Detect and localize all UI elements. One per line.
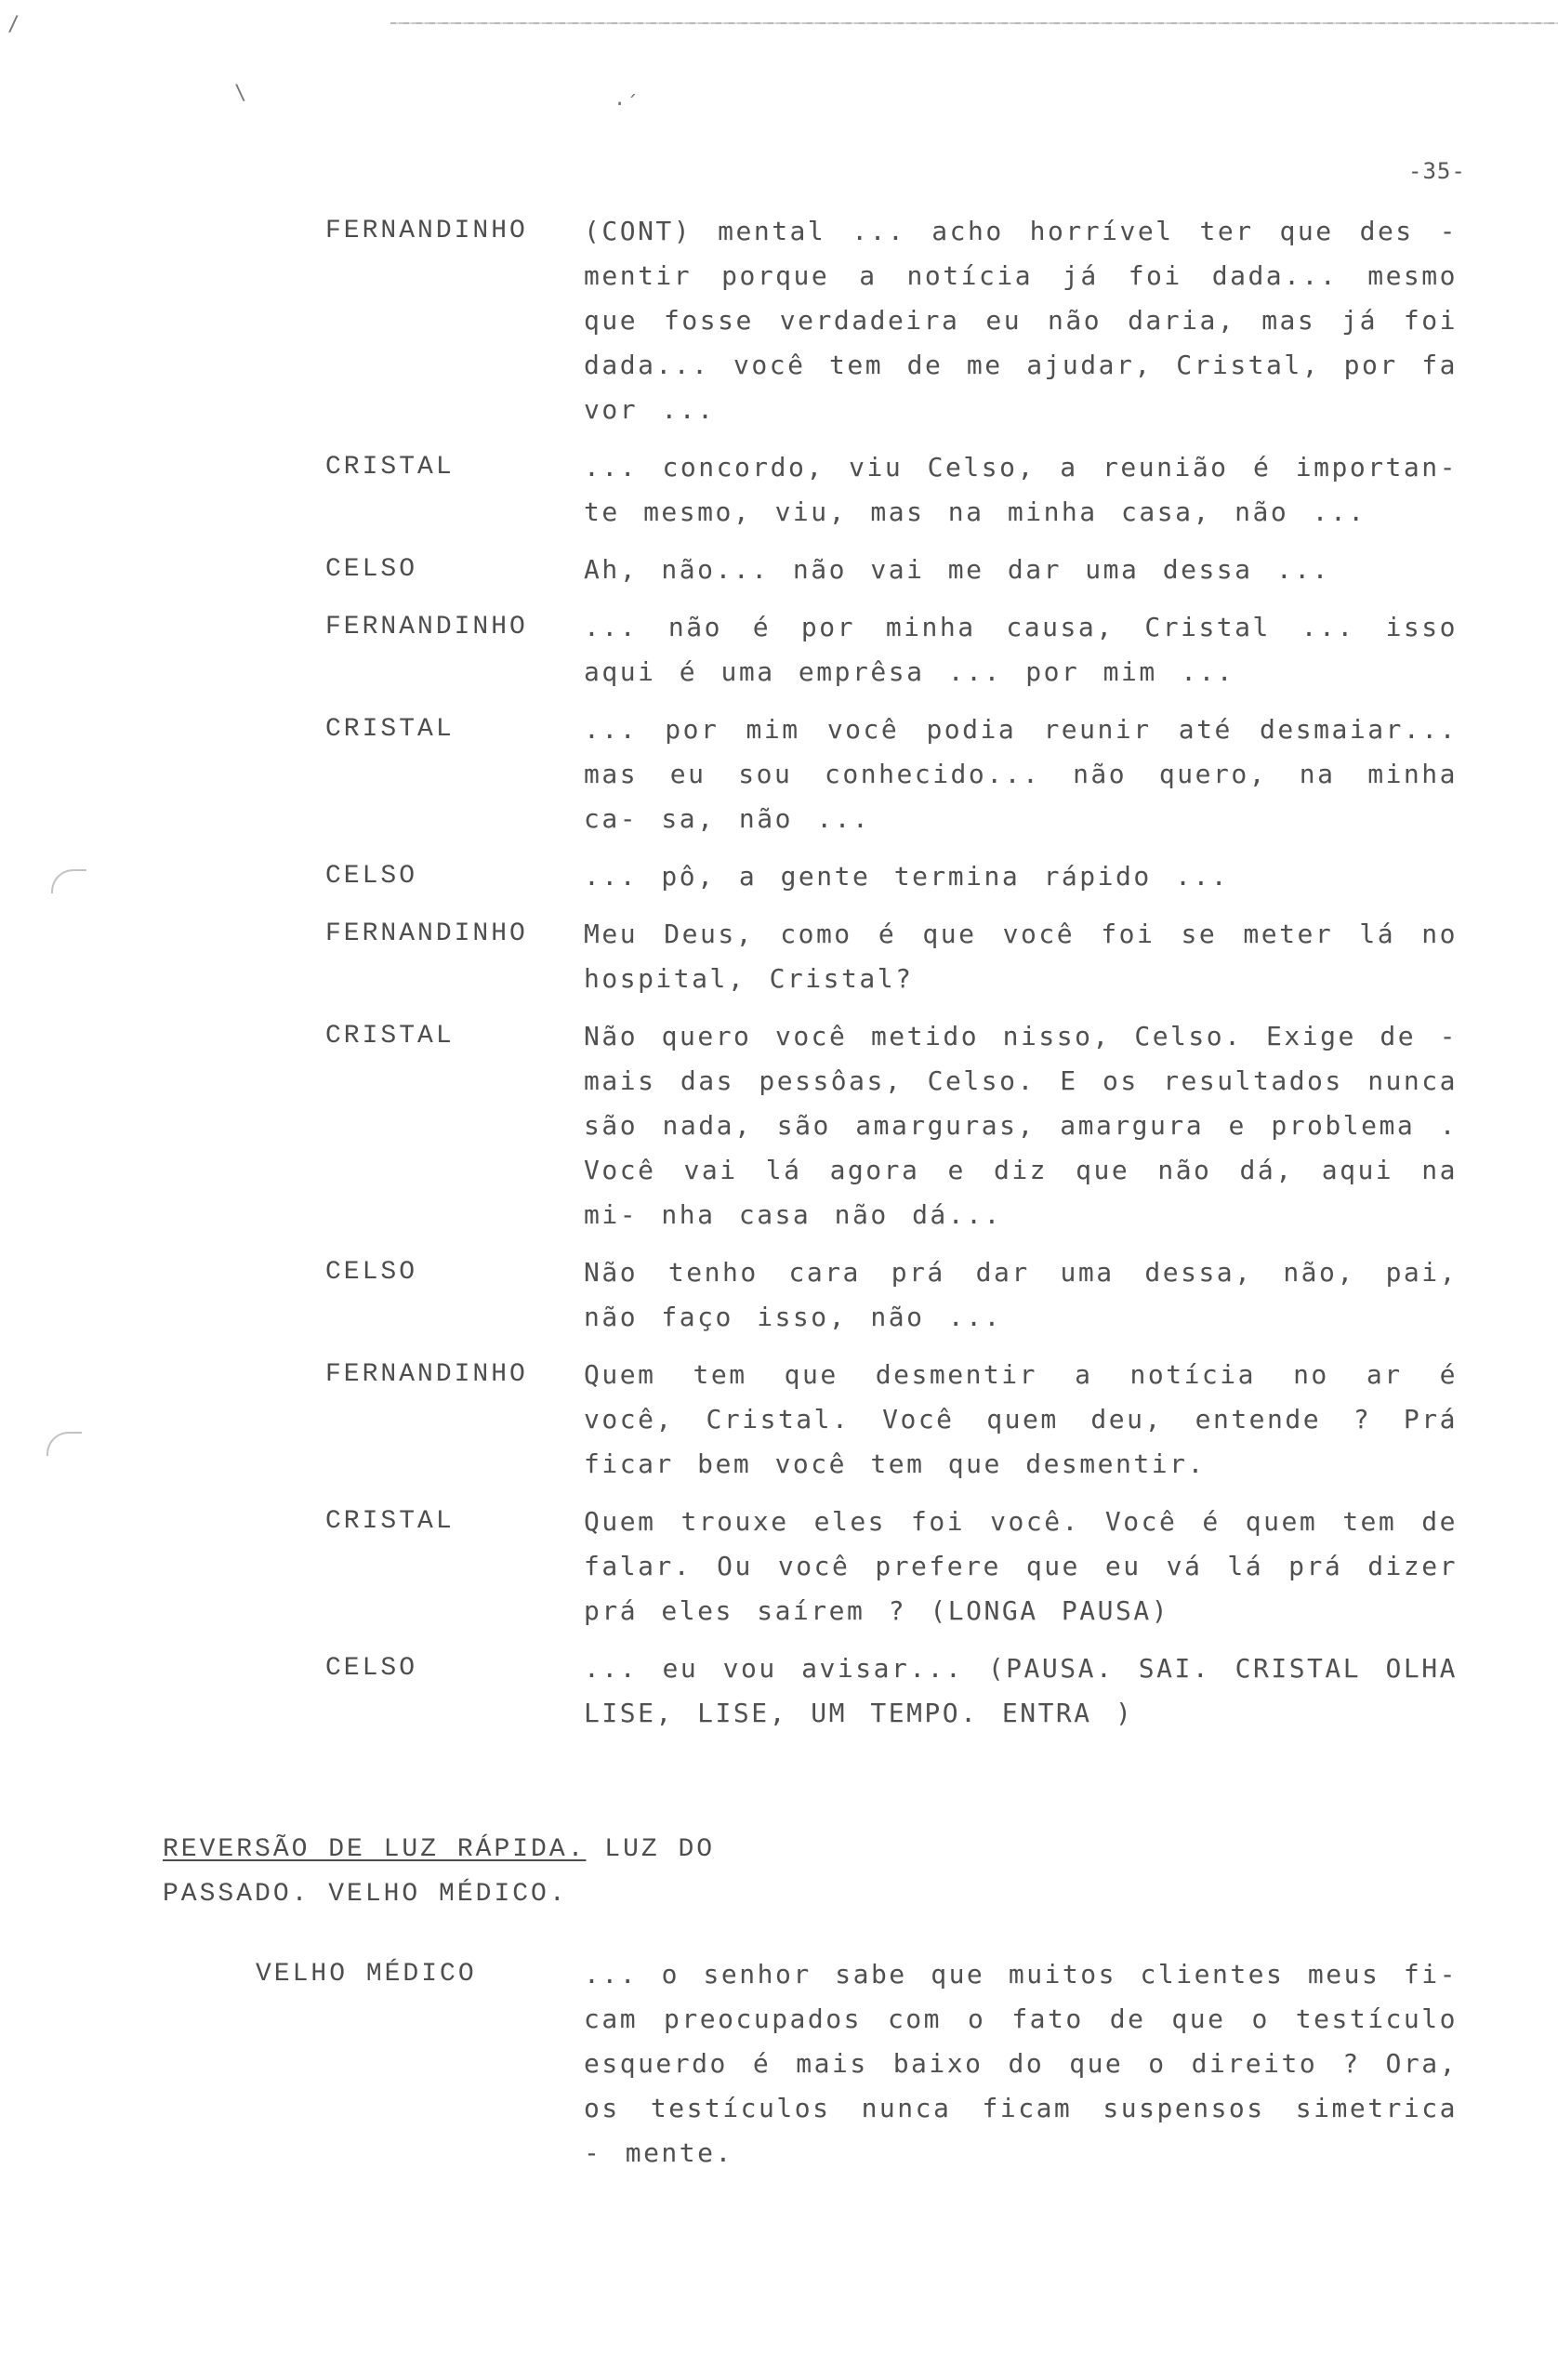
speaker-name: CRISTAL (325, 715, 455, 744)
dialogue-entry (0, 1353, 1558, 1487)
dialogue-entry (0, 1250, 1558, 1340)
speaker-name: FERNANDINHO (325, 613, 528, 641)
dialogue-entry (0, 209, 1558, 432)
speaker-name: FERNANDINHO (325, 1360, 528, 1389)
speaker-name: CRISTAL (325, 1507, 455, 1536)
speech-text: ... eu vou avisar... (PAUSA. SAI. CRISTAL OLHA LISE, LISE, UM TEMPO. ENTRA ) (584, 1653, 1458, 1728)
speech-text: ... não é por minha causa, Cristal ... isso aqui é uma emprêsa ... por mim ... (584, 612, 1458, 687)
speech-text: Não quero você metido nisso, Celso. Exige de - mais das pessôas, Celso. E os resultados nunca são nada, são amarguras, amargura e problema . Você vai lá agora e diz que não dá, aqui na mi- nha casa não dá... (584, 1021, 1458, 1230)
margin-mark: \ (234, 82, 247, 105)
speech-text: ... o senhor sabe que muitos clientes meus fi- cam preocupados com o fato de que o testículo esquerdo é mais baixo do que o direito ? Ora, os testículos nunca ficam suspensos simetrica - mente. (584, 1959, 1458, 2168)
speaker-name: CELSO (325, 555, 418, 584)
speech-text: Não tenho cara prá dar uma dessa, não, pai, não faço isso, não ... (584, 1257, 1458, 1332)
dialogue-block (0, 209, 1558, 1749)
dialogue-entry (0, 1952, 1558, 2175)
dialogue-entry (0, 605, 1558, 694)
speech-text: Ah, não... não vai me dar uma dessa ... (584, 554, 1330, 585)
speech-text: Quem tem que desmentir a notícia no ar é você, Cristal. Você quem deu, entende ? Prá ficar bem você tem que desmentir. (584, 1359, 1458, 1479)
speaker-name: FERNANDINHO (325, 919, 528, 948)
dialogue-entry (0, 548, 1558, 592)
speech-text: (CONT) mental ... acho horrível ter que des - mentir porque a notícia já foi dada... mesmo que fosse verdadeira eu não daria, mas já foi dada... você tem de me ajudar, Cristal, por fa vor ... (584, 216, 1458, 425)
dialogue-block-flashback (0, 1952, 1558, 2188)
speaker-name: VELHO MÉDICO (256, 1960, 477, 1989)
dialogue-entry (0, 1014, 1558, 1237)
stage-direction (163, 1828, 813, 1917)
dialogue-entry (0, 707, 1558, 841)
dialogue-entry (0, 445, 1558, 535)
top-edge-line (390, 22, 1558, 24)
speaker-name: FERNANDINHO (325, 217, 528, 245)
dialogue-entry (0, 1500, 1558, 1633)
stage-direction-text: LUZ DO PASSADO. VELHO MÉDICO. (163, 1835, 716, 1909)
dialogue-entry (0, 912, 1558, 1001)
speech-text: Quem trouxe eles foi você. Você é quem tem de falar. Ou você prefere que eu vá lá prá dizer prá eles saírem ? (LONGA PAUSA) (584, 1506, 1458, 1626)
speech-text: Meu Deus, como é que você foi se meter lá no hospital, Cristal? (584, 919, 1458, 994)
speaker-name: CELSO (325, 862, 418, 891)
dialogue-entry (0, 854, 1558, 899)
margin-mark: ·´ (614, 93, 639, 116)
page-number: -35- (1408, 158, 1466, 184)
speech-text: ... por mim você podia reunir até desmaiar... mas eu sou conhecido... não quero, na minha ca- sa, não ... (584, 714, 1458, 834)
speaker-name: CRISTAL (325, 1022, 455, 1051)
speech-text: ... pô, a gente termina rápido ... (584, 861, 1230, 892)
stage-direction-heading: REVERSÃO DE LUZ RÁPIDA. (163, 1835, 587, 1864)
speaker-name: CELSO (325, 1258, 418, 1287)
speech-text: ... concordo, viu Celso, a reunião é importan- te mesmo, viu, mas na minha casa, não ... (584, 452, 1458, 527)
speaker-name: CELSO (325, 1654, 418, 1683)
dialogue-entry (0, 1646, 1558, 1736)
speaker-name: CRISTAL (325, 453, 455, 482)
margin-mark: / (7, 13, 20, 36)
